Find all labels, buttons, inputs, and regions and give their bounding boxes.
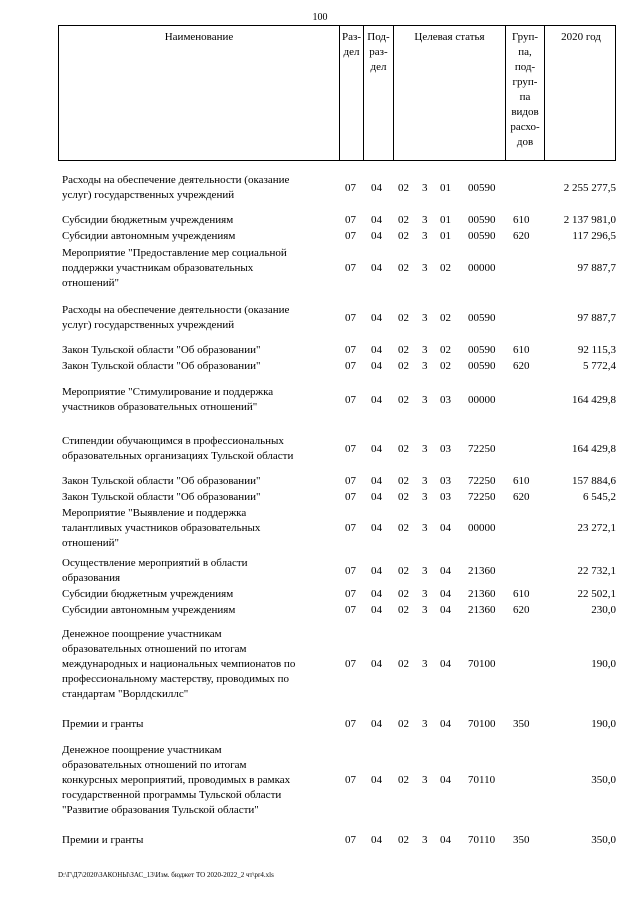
row-razdel: 07: [345, 443, 356, 455]
row-amount-2020: 2 137 981,0: [563, 214, 616, 226]
row-target-subprogram: 3: [422, 443, 428, 455]
row-target-subprogram: 3: [422, 834, 428, 846]
row-target-subprogram: 3: [422, 588, 428, 600]
row-amount-2020: 157 884,6: [572, 475, 616, 487]
row-podrazdel: 04: [371, 522, 382, 534]
row-amount-2020: 117 296,5: [572, 230, 616, 242]
row-target-direction: 21360: [468, 604, 496, 616]
row-amount-2020: 22 502,1: [577, 588, 616, 600]
row-expense-group: 610: [513, 214, 530, 226]
row-target-direction: 72250: [468, 491, 496, 503]
row-name: Денежное поощрение участникам образовательных отношений по итогам конкурсных мероприятий, проводимых в рамках государственной программы Тульской области "Развитие образования Тульской области": [62, 744, 291, 816]
row-expense-group: 610: [513, 344, 530, 356]
row-target-program: 02: [398, 312, 409, 324]
row-name: Мероприятие "Выявление и поддержка талантливых участников образовательных отношений": [62, 507, 261, 549]
row-amount-2020: 164 429,8: [572, 394, 616, 406]
row-razdel: 07: [345, 491, 356, 503]
row-name: Закон Тульской области "Об образовании": [62, 344, 261, 356]
row-target-program: 02: [398, 491, 409, 503]
row-podrazdel: 04: [371, 230, 382, 242]
row-razdel: 07: [345, 214, 356, 226]
row-name: Закон Тульской области "Об образовании": [62, 491, 261, 503]
row-target-event: 01: [440, 182, 451, 194]
row-target-event: 03: [440, 443, 451, 455]
header-name: Наименование: [59, 26, 340, 160]
row-podrazdel: 04: [371, 588, 382, 600]
row-target-direction: 72250: [468, 475, 496, 487]
row-expense-group: 610: [513, 475, 530, 487]
row-razdel: 07: [345, 658, 356, 670]
row-target-subprogram: 3: [422, 182, 428, 194]
row-amount-2020: 2 255 277,5: [563, 182, 616, 194]
row-name: Денежное поощрение участникам образовательных отношений по итогам международных и национальных чемпионатов по профессиональному мастерству, проводимых по стандартам "Ворлдскиллс": [62, 628, 296, 700]
row-podrazdel: 04: [371, 658, 382, 670]
row-target-program: 02: [398, 214, 409, 226]
row-podrazdel: 04: [371, 344, 382, 356]
row-target-event: 04: [440, 522, 451, 534]
row-name: Премии и гранты: [62, 718, 144, 730]
row-target-program: 02: [398, 344, 409, 356]
row-target-direction: 00590: [468, 312, 496, 324]
row-target-event: 04: [440, 658, 451, 670]
row-podrazdel: 04: [371, 718, 382, 730]
row-razdel: 07: [345, 588, 356, 600]
row-amount-2020: 190,0: [591, 658, 616, 670]
row-target-event: 04: [440, 588, 451, 600]
row-amount-2020: 23 272,1: [577, 522, 616, 534]
row-target-direction: 70110: [468, 774, 496, 786]
row-target-program: 02: [398, 522, 409, 534]
row-name: Субсидии бюджетным учреждениям: [62, 214, 234, 226]
row-target-program: 02: [398, 658, 409, 670]
row-razdel: 07: [345, 604, 356, 616]
row-razdel: 07: [345, 565, 356, 577]
row-amount-2020: 350,0: [591, 834, 616, 846]
row-razdel: 07: [345, 312, 356, 324]
row-name: Расходы на обеспечение деятельности (оказание услуг) государственных учреждений: [62, 304, 290, 331]
row-target-program: 02: [398, 394, 409, 406]
row-expense-group: 620: [513, 230, 530, 242]
row-podrazdel: 04: [371, 182, 382, 194]
row-expense-group: 610: [513, 588, 530, 600]
row-target-direction: 00590: [468, 182, 496, 194]
row-target-event: 04: [440, 565, 451, 577]
row-target-direction: 00590: [468, 344, 496, 356]
row-target-event: 03: [440, 491, 451, 503]
row-target-subprogram: 3: [422, 344, 428, 356]
row-target-subprogram: 3: [422, 262, 428, 274]
row-name: Субсидии бюджетным учреждениям: [62, 588, 234, 600]
row-target-direction: 70100: [468, 658, 496, 670]
row-razdel: 07: [345, 262, 356, 274]
row-target-event: 02: [440, 360, 451, 372]
row-target-event: 01: [440, 214, 451, 226]
row-target-event: 02: [440, 344, 451, 356]
row-target-direction: 21360: [468, 588, 496, 600]
row-target-program: 02: [398, 718, 409, 730]
row-target-program: 02: [398, 604, 409, 616]
row-amount-2020: 97 887,7: [577, 312, 616, 324]
row-target-program: 02: [398, 475, 409, 487]
row-razdel: 07: [345, 394, 356, 406]
row-target-program: 02: [398, 230, 409, 242]
row-name: Субсидии автономным учреждениям: [62, 230, 236, 242]
row-target-event: 02: [440, 312, 451, 324]
row-target-program: 02: [398, 565, 409, 577]
row-razdel: 07: [345, 182, 356, 194]
row-name: Расходы на обеспечение деятельности (оказание услуг) государственных учреждений: [62, 174, 290, 201]
row-target-subprogram: 3: [422, 565, 428, 577]
row-target-event: 03: [440, 394, 451, 406]
row-target-program: 02: [398, 360, 409, 372]
row-podrazdel: 04: [371, 443, 382, 455]
row-razdel: 07: [345, 344, 356, 356]
row-target-direction: 21360: [468, 565, 496, 577]
page-number: 100: [312, 12, 328, 23]
row-target-program: 02: [398, 443, 409, 455]
row-target-event: 04: [440, 718, 451, 730]
row-amount-2020: 22 732,1: [577, 565, 616, 577]
row-podrazdel: 04: [371, 360, 382, 372]
row-target-subprogram: 3: [422, 312, 428, 324]
row-expense-group: 620: [513, 604, 530, 616]
row-razdel: 07: [345, 718, 356, 730]
row-target-program: 02: [398, 262, 409, 274]
row-target-direction: 00000: [468, 522, 496, 534]
row-target-subprogram: 3: [422, 604, 428, 616]
header-razdel: Раз- дел: [340, 26, 364, 160]
row-expense-group: 620: [513, 491, 530, 503]
row-target-direction: 72250: [468, 443, 496, 455]
row-podrazdel: 04: [371, 491, 382, 503]
row-name: Мероприятие "Предоставление мер социальной поддержки участникам образовательных отношений": [62, 247, 287, 289]
row-target-direction: 00590: [468, 214, 496, 226]
row-target-subprogram: 3: [422, 491, 428, 503]
file-path-footer: D:\Г\Д7\2020\ЗАКОНЫ\ЗАС_13\Изм. бюджет ТО 2020-2022_2 чт\pr4.xls: [58, 871, 274, 879]
row-razdel: 07: [345, 475, 356, 487]
table-header: [58, 25, 616, 161]
row-podrazdel: 04: [371, 604, 382, 616]
row-target-subprogram: 3: [422, 658, 428, 670]
row-target-subprogram: 3: [422, 475, 428, 487]
row-name: Стипендии обучающимся в профессиональных образовательных организациях Тульской области: [62, 435, 294, 462]
row-target-subprogram: 3: [422, 360, 428, 372]
row-target-event: 04: [440, 604, 451, 616]
row-amount-2020: 5 772,4: [583, 360, 616, 372]
header-target-article: Целевая статья: [394, 26, 506, 160]
header-expense-group: Груп- па, под- груп- па видов расхо- дов: [506, 26, 545, 160]
row-podrazdel: 04: [371, 214, 382, 226]
row-name: Субсидии автономным учреждениям: [62, 604, 236, 616]
header-podrazdel: Под- раз- дел: [364, 26, 394, 160]
row-amount-2020: 350,0: [591, 774, 616, 786]
row-podrazdel: 04: [371, 834, 382, 846]
row-name: Осуществление мероприятий в области образования: [62, 557, 248, 584]
row-target-event: 01: [440, 230, 451, 242]
row-target-direction: 00000: [468, 262, 496, 274]
row-razdel: 07: [345, 522, 356, 534]
row-target-direction: 00000: [468, 394, 496, 406]
row-amount-2020: 97 887,7: [577, 262, 616, 274]
row-target-program: 02: [398, 834, 409, 846]
row-target-direction: 00590: [468, 360, 496, 372]
row-target-subprogram: 3: [422, 718, 428, 730]
row-razdel: 07: [345, 230, 356, 242]
row-target-program: 02: [398, 182, 409, 194]
row-amount-2020: 190,0: [591, 718, 616, 730]
row-target-event: 02: [440, 262, 451, 274]
row-podrazdel: 04: [371, 394, 382, 406]
row-podrazdel: 04: [371, 312, 382, 324]
row-target-event: 04: [440, 774, 451, 786]
row-amount-2020: 230,0: [591, 604, 616, 616]
row-razdel: 07: [345, 774, 356, 786]
row-target-subprogram: 3: [422, 394, 428, 406]
row-amount-2020: 6 545,2: [583, 491, 616, 503]
row-amount-2020: 164 429,8: [572, 443, 616, 455]
row-target-direction: 70100: [468, 718, 496, 730]
row-name: Премии и гранты: [62, 834, 144, 846]
row-name: Закон Тульской области "Об образовании": [62, 360, 261, 372]
row-amount-2020: 92 115,3: [577, 344, 616, 356]
row-target-direction: 70110: [468, 834, 496, 846]
row-podrazdel: 04: [371, 565, 382, 577]
row-target-subprogram: 3: [422, 522, 428, 534]
row-target-direction: 00590: [468, 230, 496, 242]
row-target-event: 03: [440, 475, 451, 487]
row-razdel: 07: [345, 834, 356, 846]
row-expense-group: 350: [513, 718, 530, 730]
header-year-2020: 2020 год: [561, 31, 601, 43]
row-target-event: 04: [440, 834, 451, 846]
row-target-subprogram: 3: [422, 214, 428, 226]
row-podrazdel: 04: [371, 475, 382, 487]
row-target-subprogram: 3: [422, 230, 428, 242]
row-expense-group: 350: [513, 834, 530, 846]
row-expense-group: 620: [513, 360, 530, 372]
row-razdel: 07: [345, 360, 356, 372]
row-name: Закон Тульской области "Об образовании": [62, 475, 261, 487]
row-target-subprogram: 3: [422, 774, 428, 786]
row-target-program: 02: [398, 588, 409, 600]
row-target-program: 02: [398, 774, 409, 786]
row-podrazdel: 04: [371, 262, 382, 274]
row-name: Мероприятие "Стимулирование и поддержка участников образовательных отношений": [62, 386, 274, 413]
row-podrazdel: 04: [371, 774, 382, 786]
